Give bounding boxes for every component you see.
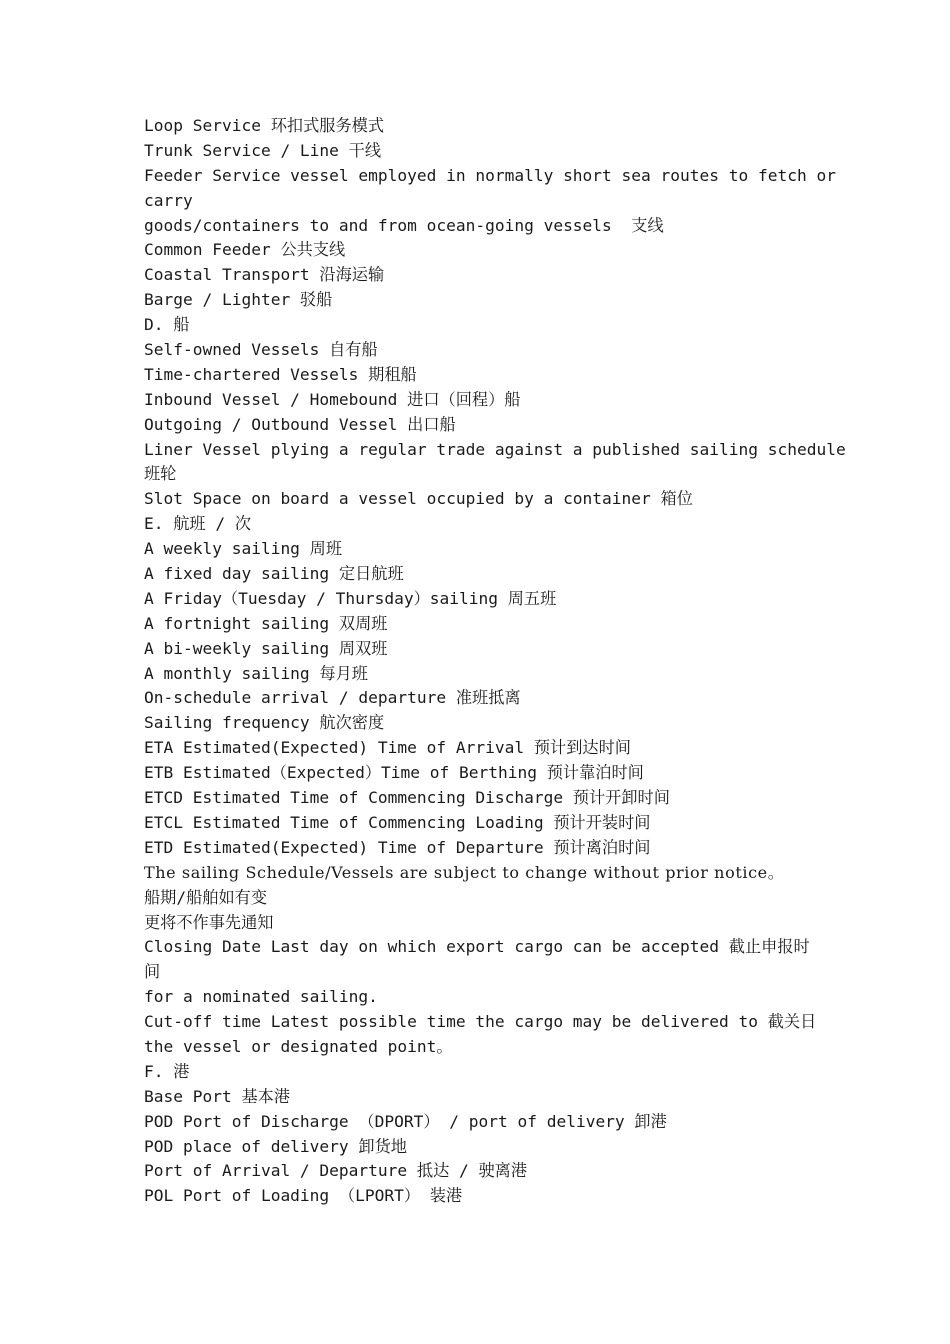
text-line: A weekly sailing 周班: [144, 539, 343, 559]
text-line: Liner Vessel plying a regular trade against a published sailing schedule: [144, 439, 846, 459]
text-line: the vessel or designated point。: [144, 1036, 453, 1056]
section-heading: D. 船: [144, 315, 190, 335]
text-line: Trunk Service / Line 干线: [144, 140, 382, 160]
text-line: A fortnight sailing 双周班: [144, 613, 388, 633]
text-line: A Friday（Tuesday / Thursday）sailing 周五班: [144, 588, 557, 608]
text-line: 船期/船舶如有变: [144, 887, 268, 907]
text-line: goods/containers to and from ocean-going vessels 支线: [144, 215, 664, 235]
text-line: Base Port 基本港: [144, 1086, 291, 1106]
text-line: 间: [144, 962, 161, 982]
glossary-text-block: [144, 114, 846, 1209]
text-line: carry: [144, 190, 193, 210]
text-line: Time-chartered Vessels 期租船: [144, 364, 417, 384]
text-line: POD place of delivery 卸货地: [144, 1136, 407, 1156]
text-line: Cut-off time Latest possible time the cargo may be delivered to 截关日: [144, 1012, 817, 1032]
section-heading: E. 航班 / 次: [144, 514, 252, 534]
text-line: Barge / Lighter 驳船: [144, 290, 333, 310]
text-line: A monthly sailing 每月班: [144, 663, 368, 683]
text-line: ETB Estimated（Expected）Time of Berthing 预计靠泊时间: [144, 763, 644, 783]
text-line: Closing Date Last day on which export cargo can be accepted 截止申报时: [144, 937, 810, 957]
text-line: Coastal Transport 沿海运输: [144, 265, 385, 285]
text-line: ETCD Estimated Time of Commencing Discharge 预计开卸时间: [144, 788, 670, 808]
text-line: Port of Arrival / Departure 抵达 / 驶离港: [144, 1161, 528, 1181]
text-line: Common Feeder 公共支线: [144, 240, 346, 260]
text-line: for a nominated sailing.: [144, 987, 378, 1007]
section-heading: F. 港: [144, 1061, 190, 1081]
text-line: POL Port of Loading （LPORT） 装港: [144, 1186, 463, 1206]
text-line: Outgoing / Outbound Vessel 出口船: [144, 414, 456, 434]
text-line: Self-owned Vessels 自有船: [144, 340, 378, 360]
text-line: ETA Estimated(Expected) Time of Arrival 预计到达时间: [144, 738, 631, 758]
text-line: Feeder Service vessel employed in normally short sea routes to fetch or: [144, 165, 836, 185]
text-line: 班轮: [144, 464, 177, 484]
text-line: 更将不作事先通知: [144, 912, 274, 932]
text-line: Slot Space on board a vessel occupied by a container 箱位: [144, 489, 693, 509]
text-line: ETD Estimated(Expected) Time of Departure 预计离泊时间: [144, 837, 651, 857]
text-line: Inbound Vessel / Homebound 进口（回程）船: [144, 389, 521, 409]
text-line: The sailing Schedule/Vessels are subject to change without prior notice。: [144, 862, 785, 882]
text-line: A bi-weekly sailing 周双班: [144, 638, 388, 658]
text-line: ETCL Estimated Time of Commencing Loading 预计开装时间: [144, 812, 651, 832]
text-line: On-schedule arrival / departure 准班抵离: [144, 688, 521, 708]
text-line: A fixed day sailing 定日航班: [144, 564, 404, 584]
text-line: Loop Service 环扣式服务模式: [144, 116, 385, 135]
text-line: POD Port of Discharge （DPORT） / port of delivery 卸港: [144, 1111, 667, 1131]
text-line: Sailing frequency 航次密度: [144, 713, 385, 733]
